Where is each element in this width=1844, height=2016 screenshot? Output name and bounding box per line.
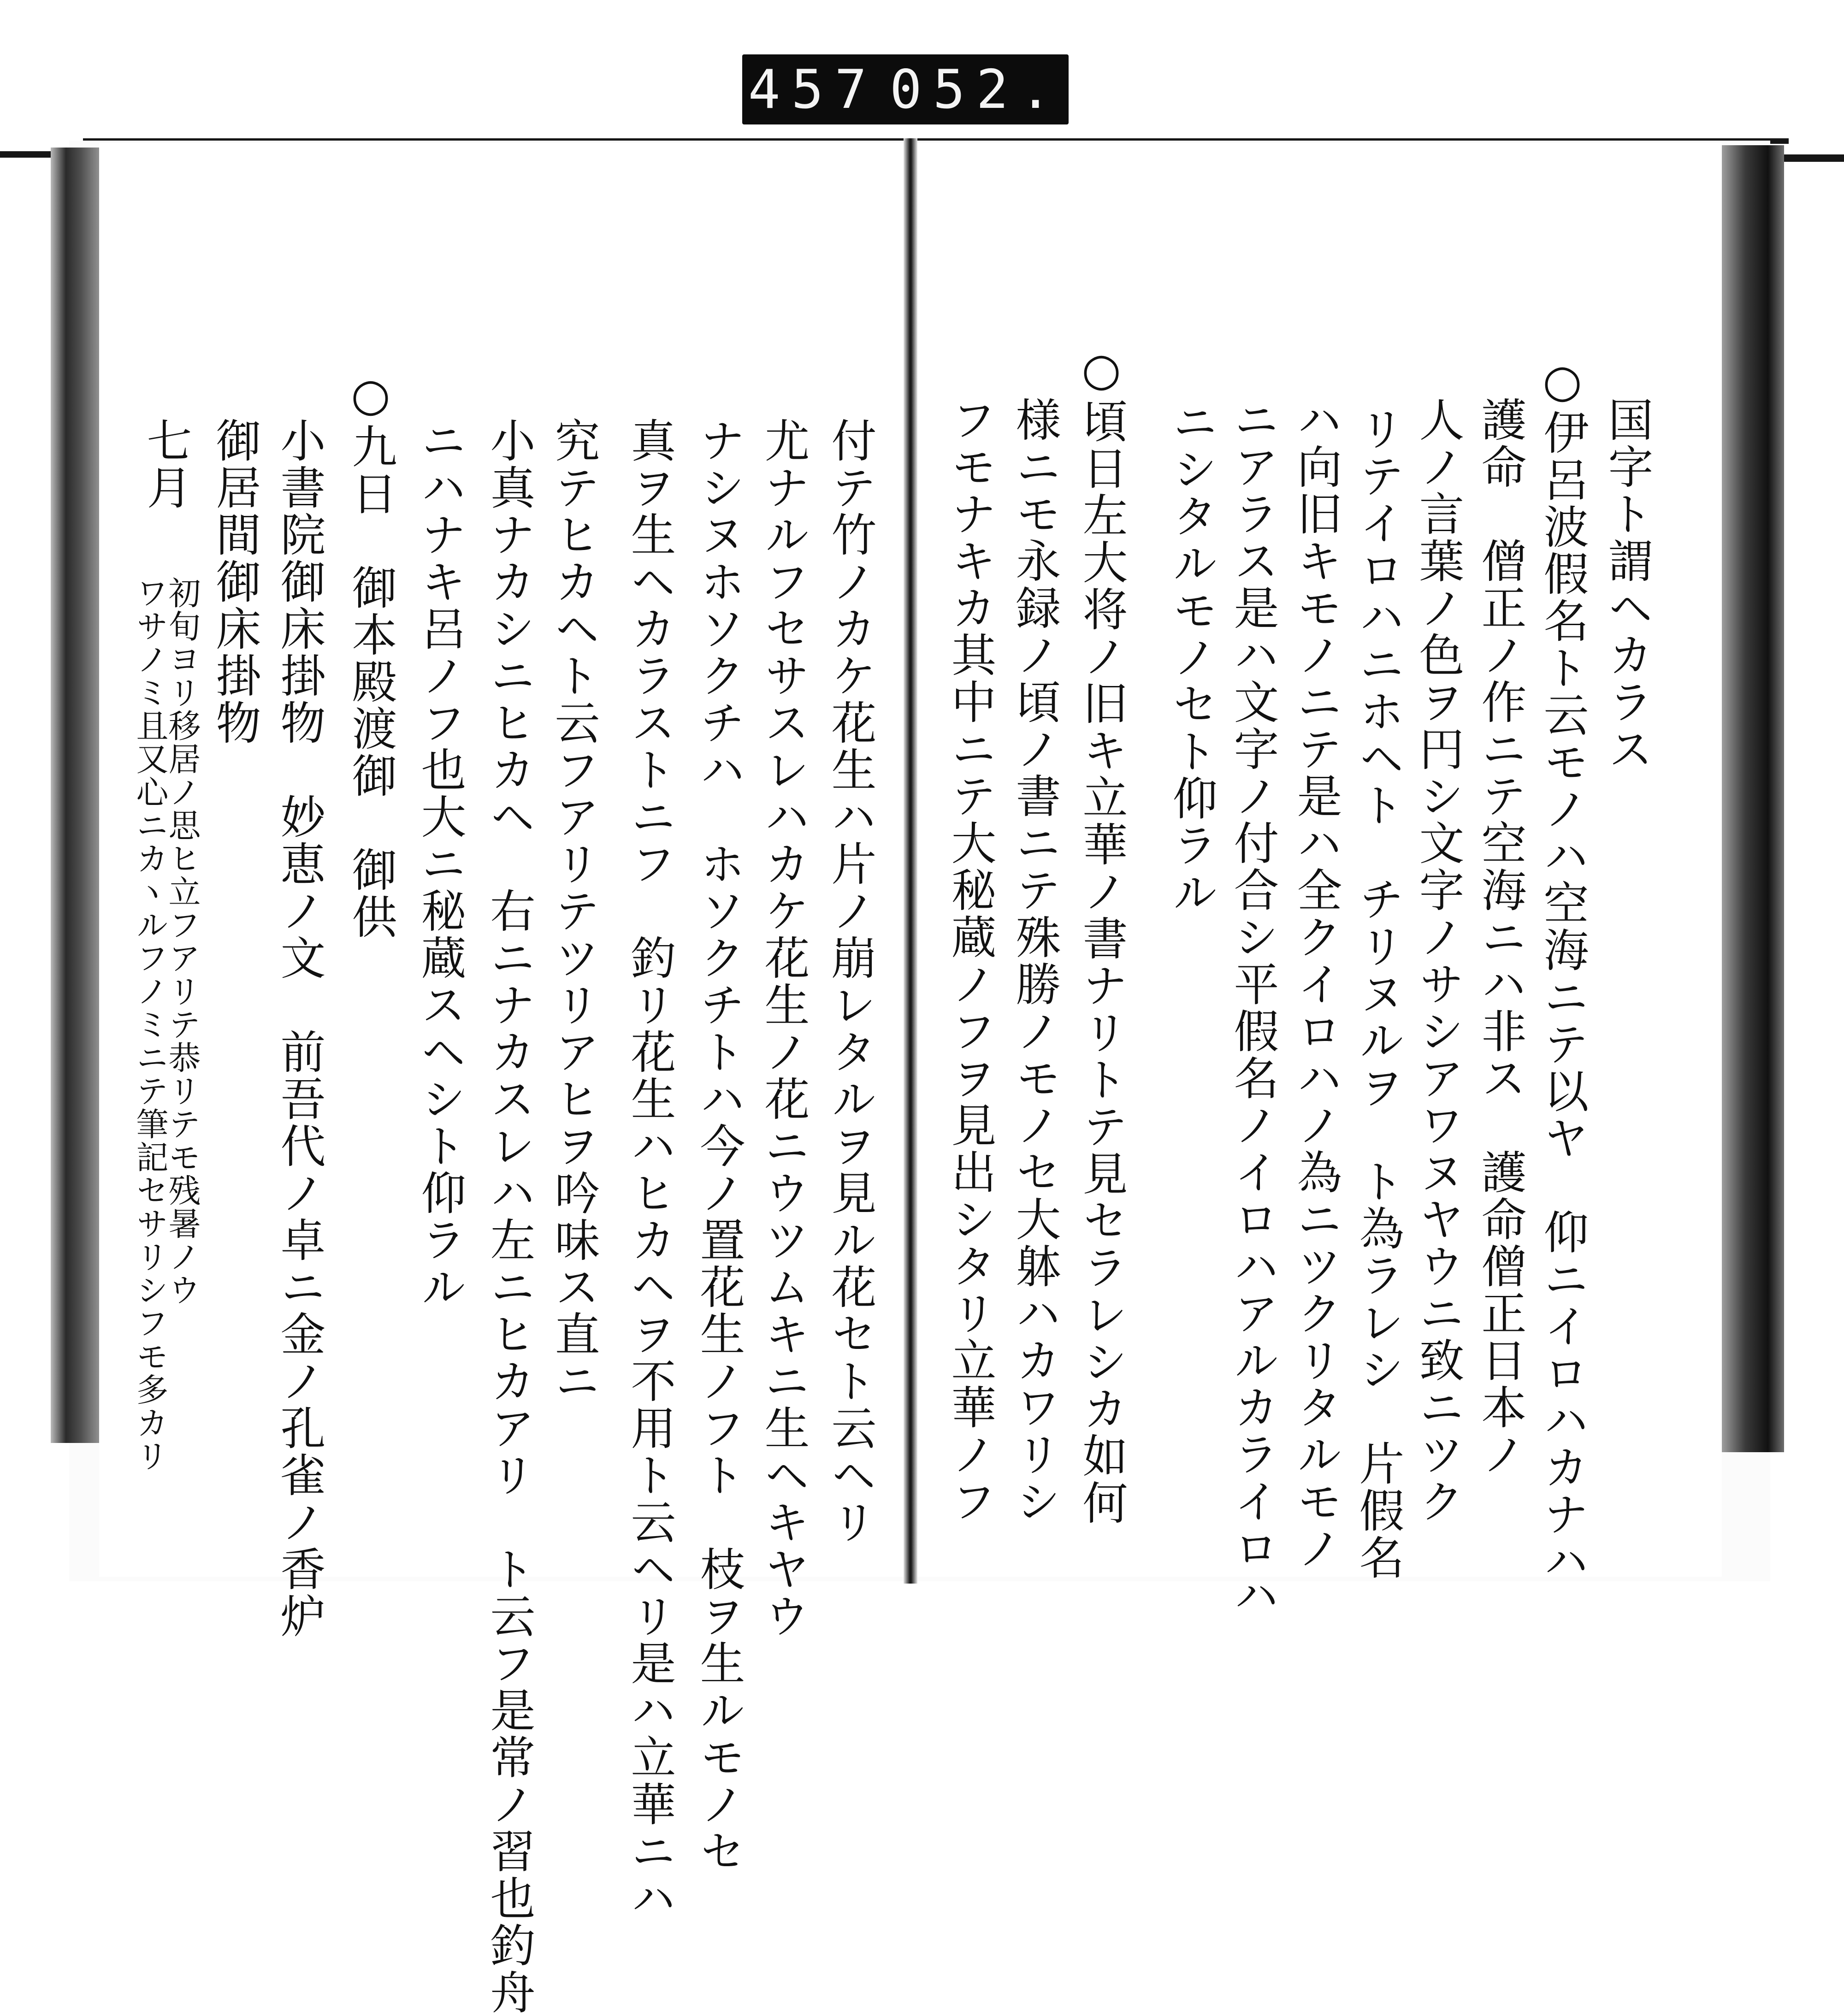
right-page-line-10: 様ニモ永録ノ頃ノ書ニテ殊勝ノモノセ大躰ハカワリシ [1008,396,1061,1525]
frame-number-left: 457 [748,58,878,121]
right-page-line-8: ニシタルモノセト仰ラル [1165,399,1218,916]
right-page-line-1: 国字ト謂ヘカラス [1601,396,1653,773]
left-page-heading-ninth-day: ○九日 御本殿渡御 御供 [344,369,397,940]
book-gutter [904,138,917,1584]
right-page-line-11: フモナキカ其中ニテ大秘蔵ノフヲ見出シタリ立華ノフ [944,396,996,1525]
left-page-line-13: ワサノミ且又心ニカヽルフノミニテ筆記セサリシフモ多カリ [131,576,169,1472]
right-page-line-9: ○頃日左大将ノ旧キ立華ノ書ナリトテ見セラレシカ如何 [1075,343,1128,1526]
left-page-line-9: 小書院御床掛物 妙恵ノ文 前吾代ノ卓ニ金ノ孔雀ノ香炉 [273,417,325,1640]
right-page-edge [1720,145,1784,1452]
frame-number-right: 052. [889,58,1063,121]
left-page-heading-seventh-month: 七月 [139,417,192,511]
right-page-line-2: ○伊呂波假名ト云モノハ空海ニテ以ヤ 仰ニイロハカナハ [1536,355,1589,1585]
right-page-line-3: 護命 僧正ノ作ニテ空海ニハ非ス 護命僧正日本ノ [1474,396,1526,1478]
left-page-line-7: ニハナキ呂ノフ也大ニ秘蔵スヘシト仰ラル [414,417,466,1311]
left-page-line-1: 付テ竹ノカケ花生ハ片ノ崩レタルヲ見ル花セト云ヘリ [824,417,876,1546]
left-page-line-6: 小真ナカシニヒカヘ 右ニナカスレハ左ニヒカアリ ト云フ是常ノ習也釣舟 [483,417,535,2016]
left-page-line-2: 尤ナルフセサスレハカケ花生ノ花ニウツムキニ生ヘキヤウ [757,417,810,1640]
left-page-line-4: 真ヲ生ヘカラストニフ 釣リ花生ハヒカヘヲ不用ト云ヘリ是ハ立華ニハ [623,417,676,1922]
right-page-line-5: リテイロハニホヘト チリヌルヲ ト為ラレシ 片假名 [1352,406,1404,1581]
right-page-line-6: ハ向旧キモノニテ是ハ全クイロハノ為ニツクリタルモノ [1289,396,1342,1572]
left-page-edge [51,148,101,1443]
left-page-line-12: 初旬ヨリ移居ノ思ヒ立フアリテ恭リテモ残暑ノウ [163,576,201,1307]
left-page-line-10: 御居間御床掛物 [208,417,261,746]
left-page-line-3: ナシヌホソクチハ ホソクチトハ今ノ置花生ノフト 枝ヲ生ルモノセ [692,417,745,1875]
left-page-line-5: 究テヒカヘト云フアリテツリアヒヲ吟味ス直ニ [547,417,600,1405]
right-page-line-7: ニアラス是ハ文字ノ付合シ平假名ノイロハアルカライロハ [1226,396,1279,1619]
right-page-line-4: 人ノ言葉ノ色ヲ円シ文字ノサシアワヌヤウニ致ニツク [1412,396,1464,1525]
microfilm-frame-label [742,54,1069,124]
